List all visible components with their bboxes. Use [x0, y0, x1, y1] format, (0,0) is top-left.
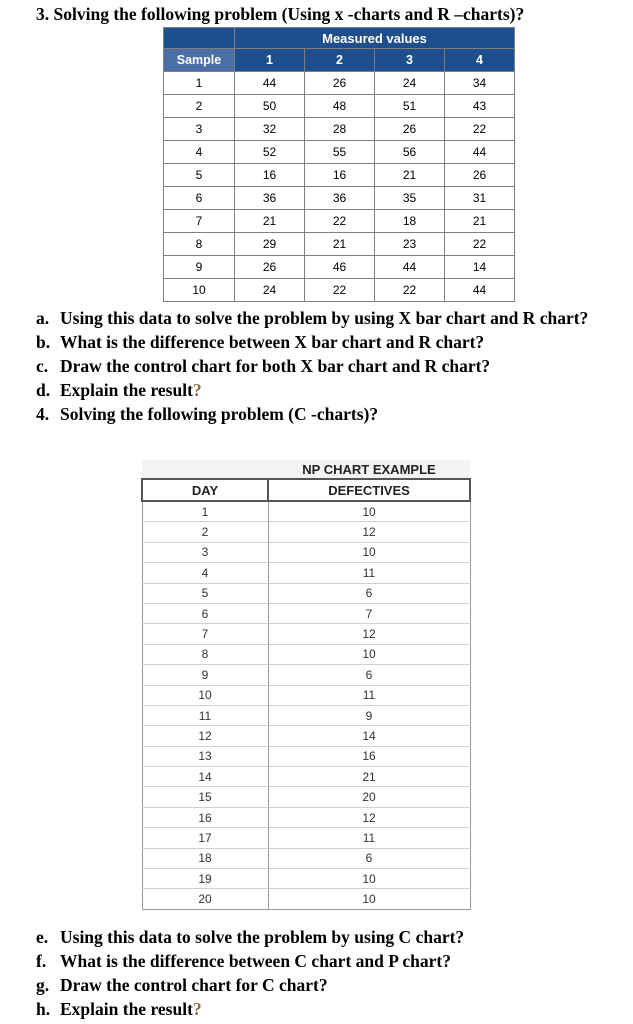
question-text — [60, 330, 616, 354]
measured-value: 18 — [375, 210, 445, 233]
measured-value: 35 — [375, 187, 445, 210]
question-body: Using this data to solve the problem by using C chart? — [60, 927, 465, 947]
day-row — [142, 522, 470, 542]
defectives-count: 10 — [268, 644, 470, 664]
day-row — [142, 848, 470, 868]
question-item — [36, 330, 616, 354]
day-row — [142, 807, 470, 827]
measured-values-table — [163, 27, 515, 302]
day-row — [142, 542, 470, 562]
sample-row — [164, 233, 515, 256]
sample-number: 1 — [164, 72, 235, 95]
col-header: 4 — [445, 49, 515, 72]
measured-value: 21 — [375, 164, 445, 187]
question-3-heading — [36, 4, 524, 25]
day-row — [142, 869, 470, 889]
defectives-count: 9 — [268, 705, 470, 725]
measured-values-header: Measured values — [235, 28, 515, 49]
measured-value: 24 — [235, 279, 305, 302]
measured-value: 22 — [445, 233, 515, 256]
sample-header: Sample — [164, 49, 235, 72]
sample-row — [164, 279, 515, 302]
day-number: 6 — [142, 603, 268, 623]
measured-value: 23 — [375, 233, 445, 256]
day-number: 13 — [142, 746, 268, 766]
question-item — [36, 949, 616, 973]
question-item — [36, 354, 616, 378]
defectives-count: 6 — [268, 848, 470, 868]
day-number: 2 — [142, 522, 268, 542]
day-row — [142, 644, 470, 664]
question-text — [60, 306, 616, 330]
measured-value: 52 — [235, 141, 305, 164]
day-row — [142, 665, 470, 685]
defectives-count: 10 — [268, 889, 470, 909]
sample-row — [164, 256, 515, 279]
day-number: 4 — [142, 563, 268, 583]
day-row — [142, 767, 470, 787]
measured-value: 44 — [375, 256, 445, 279]
question-item — [36, 306, 616, 330]
measured-values-body — [164, 72, 515, 302]
day-number: 20 — [142, 889, 268, 909]
defectives-count: 12 — [268, 624, 470, 644]
question-body: What is the difference between X bar chart and R chart? — [60, 332, 485, 352]
measured-value: 22 — [305, 279, 375, 302]
sample-row — [164, 118, 515, 141]
day-number: 3 — [142, 542, 268, 562]
measured-value: 51 — [375, 95, 445, 118]
question-text — [60, 949, 616, 973]
measured-value: 24 — [375, 72, 445, 95]
np-chart-title: NP CHART EXAMPLE — [268, 460, 470, 479]
measured-value: 21 — [305, 233, 375, 256]
day-row — [142, 705, 470, 725]
question-label: b. — [36, 332, 51, 352]
defectives-count: 11 — [268, 685, 470, 705]
sample-row — [164, 210, 515, 233]
question-item — [36, 997, 616, 1021]
measured-value: 43 — [445, 95, 515, 118]
title-spacer — [142, 460, 268, 479]
sample-number: 8 — [164, 233, 235, 256]
question-label: g. — [36, 975, 50, 995]
measured-value: 44 — [445, 279, 515, 302]
measured-value: 26 — [375, 118, 445, 141]
day-number: 1 — [142, 501, 268, 522]
measured-value: 21 — [445, 210, 515, 233]
day-row — [142, 624, 470, 644]
question-item — [36, 925, 616, 949]
defectives-count: 12 — [268, 807, 470, 827]
measured-value: 32 — [235, 118, 305, 141]
measured-value: 22 — [375, 279, 445, 302]
question-text — [60, 973, 616, 997]
question-text — [60, 997, 616, 1021]
col-header: 1 — [235, 49, 305, 72]
day-number: 18 — [142, 848, 268, 868]
sample-number: 7 — [164, 210, 235, 233]
defectives-count: 10 — [268, 542, 470, 562]
np-chart-table — [141, 460, 471, 910]
day-row — [142, 828, 470, 848]
measured-value: 22 — [445, 118, 515, 141]
question-label: 4. — [36, 404, 50, 424]
day-row — [142, 726, 470, 746]
question-label: c. — [36, 356, 49, 376]
question-body: Explain the result — [60, 999, 193, 1019]
sample-number: 6 — [164, 187, 235, 210]
measured-value: 31 — [445, 187, 515, 210]
defectives-count: 20 — [268, 787, 470, 807]
day-row — [142, 746, 470, 766]
day-header: DAY — [142, 479, 268, 501]
question-body: Draw the control chart for both X bar chart and R chart? — [60, 356, 491, 376]
measured-value: 26 — [305, 72, 375, 95]
measured-value: 22 — [305, 210, 375, 233]
measured-value: 21 — [235, 210, 305, 233]
question-mark: ? — [192, 380, 202, 400]
col-header: 3 — [375, 49, 445, 72]
measured-value: 34 — [445, 72, 515, 95]
sample-number: 4 — [164, 141, 235, 164]
day-number: 8 — [142, 644, 268, 664]
sample-number: 9 — [164, 256, 235, 279]
defectives-count: 10 — [268, 869, 470, 889]
question-mark: ? — [192, 999, 202, 1019]
sample-number: 3 — [164, 118, 235, 141]
measured-value: 26 — [235, 256, 305, 279]
measured-value: 50 — [235, 95, 305, 118]
sample-row — [164, 72, 515, 95]
defectives-count: 21 — [268, 767, 470, 787]
defectives-count: 14 — [268, 726, 470, 746]
day-row — [142, 889, 470, 909]
question-3-number: 3. — [36, 4, 50, 24]
question-body: Using this data to solve the problem by using X bar chart and R chart? — [60, 308, 589, 328]
measured-value: 16 — [235, 164, 305, 187]
defectives-count: 16 — [268, 746, 470, 766]
defectives-count: 7 — [268, 603, 470, 623]
measured-value: 46 — [305, 256, 375, 279]
measured-value: 36 — [305, 187, 375, 210]
question-item — [36, 378, 616, 402]
day-row — [142, 603, 470, 623]
defectives-count: 6 — [268, 583, 470, 603]
questions-e-to-h — [36, 925, 616, 1021]
measured-value: 14 — [445, 256, 515, 279]
day-number: 11 — [142, 705, 268, 725]
measured-value: 44 — [235, 72, 305, 95]
question-label: h. — [36, 999, 51, 1019]
measured-value: 28 — [305, 118, 375, 141]
defectives-header: DEFECTIVES — [268, 479, 470, 501]
day-number: 19 — [142, 869, 268, 889]
measured-value: 55 — [305, 141, 375, 164]
question-body: Draw the control chart for C chart? — [60, 975, 328, 995]
sample-number: 10 — [164, 279, 235, 302]
day-row — [142, 563, 470, 583]
question-text — [60, 354, 616, 378]
day-number: 16 — [142, 807, 268, 827]
defectives-count: 10 — [268, 501, 470, 522]
question-3-title: Solving the following problem (Using x -charts and R –charts)? — [53, 4, 525, 24]
measured-value: 48 — [305, 95, 375, 118]
defectives-count: 11 — [268, 563, 470, 583]
sample-number: 5 — [164, 164, 235, 187]
question-label: e. — [36, 927, 49, 947]
questions-a-to-4 — [36, 306, 616, 426]
sample-row — [164, 141, 515, 164]
measured-value: 36 — [235, 187, 305, 210]
empty-corner-cell — [164, 28, 235, 49]
question-item — [36, 973, 616, 997]
question-label: d. — [36, 380, 51, 400]
question-item — [36, 402, 616, 426]
day-row — [142, 583, 470, 603]
question-text — [60, 925, 616, 949]
day-number: 17 — [142, 828, 268, 848]
col-header: 2 — [305, 49, 375, 72]
question-label: a. — [36, 308, 50, 328]
question-body: Explain the result — [60, 380, 193, 400]
question-text — [60, 402, 616, 426]
day-row — [142, 787, 470, 807]
question-label: f. — [36, 951, 47, 971]
day-number: 5 — [142, 583, 268, 603]
day-number: 7 — [142, 624, 268, 644]
day-row — [142, 501, 470, 522]
defectives-count: 6 — [268, 665, 470, 685]
measured-value: 29 — [235, 233, 305, 256]
measured-value: 56 — [375, 141, 445, 164]
day-number: 14 — [142, 767, 268, 787]
measured-value: 26 — [445, 164, 515, 187]
sample-row — [164, 187, 515, 210]
day-number: 9 — [142, 665, 268, 685]
sample-number: 2 — [164, 95, 235, 118]
sample-row — [164, 95, 515, 118]
question-body: Solving the following problem (C -charts)? — [60, 404, 379, 424]
question-body: What is the difference between C chart and P chart? — [60, 951, 451, 971]
day-number: 15 — [142, 787, 268, 807]
defectives-count: 11 — [268, 828, 470, 848]
measured-value: 44 — [445, 141, 515, 164]
measured-value: 16 — [305, 164, 375, 187]
day-row — [142, 685, 470, 705]
question-text — [60, 378, 616, 402]
sample-row — [164, 164, 515, 187]
day-number: 12 — [142, 726, 268, 746]
defectives-count: 12 — [268, 522, 470, 542]
day-number: 10 — [142, 685, 268, 705]
